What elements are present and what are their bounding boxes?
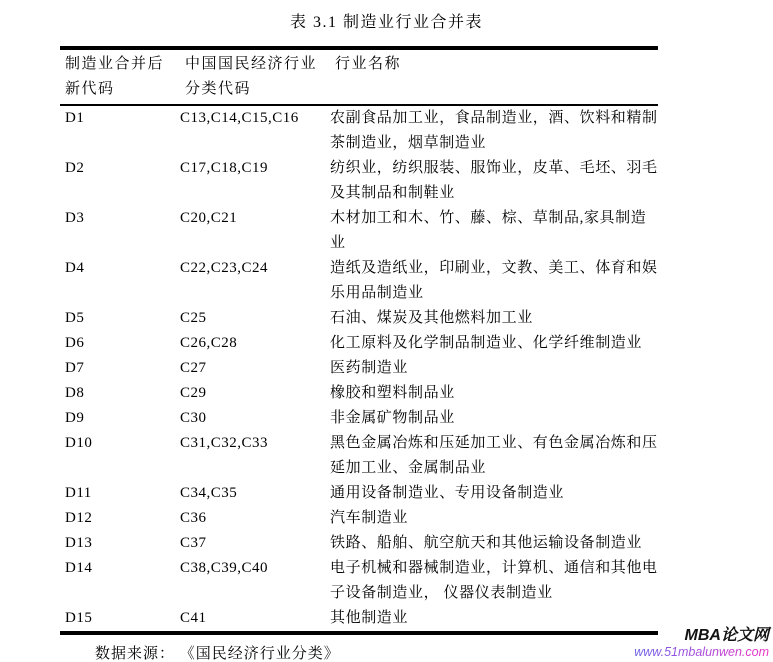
- row-class-codes: C22,C23,C24: [180, 260, 269, 276]
- table-row: [60, 106, 658, 156]
- row-merged-code: D8: [65, 385, 85, 401]
- table-row: [60, 506, 658, 531]
- row-industry-name: 汽车制造业: [330, 510, 409, 526]
- table-caption: 表 3.1 制造业行业合并表: [289, 14, 483, 31]
- row-class-codes: C25: [180, 310, 207, 326]
- row-class-codes: C36: [180, 510, 207, 526]
- row-class-codes: C38,C39,C40: [180, 560, 269, 576]
- industry-merge-table: [60, 46, 658, 635]
- table-row: [60, 381, 658, 406]
- header-class-code: [180, 52, 330, 102]
- row-industry-name: 非金属矿物制品业: [330, 410, 455, 426]
- row-industry-name: 造纸及造纸业，印刷业，文教、美工、体育和娱乐用品制造业: [330, 260, 658, 301]
- row-class-codes: C13,C14,C15,C16: [180, 110, 299, 126]
- header-new-code-line1: 制造业合并后: [65, 56, 165, 72]
- row-merged-code: D9: [65, 410, 85, 426]
- row-industry-name: 医药制造业: [330, 360, 409, 376]
- table-row: [60, 331, 658, 356]
- row-industry-name: 通用设备制造业、专用设备制造业: [330, 485, 565, 501]
- row-merged-code: D13: [65, 535, 93, 551]
- row-class-codes: C37: [180, 535, 207, 551]
- table-row: [60, 206, 658, 256]
- row-merged-code: D4: [65, 260, 85, 276]
- row-industry-name: 橡胶和塑料制品业: [330, 385, 455, 401]
- row-class-codes: C26,C28: [180, 335, 238, 351]
- row-class-codes: C30: [180, 410, 207, 426]
- row-industry-name: 电子机械和器械制造业，计算机、通信和其他电子设备制造业， 仪器仪表制造业: [330, 560, 658, 601]
- watermark-brand: MBA论文网: [684, 627, 769, 644]
- row-industry-name: 石油、煤炭及其他燃料加工业: [330, 310, 533, 326]
- row-class-codes: C41: [180, 610, 207, 626]
- row-industry-name: 其他制造业: [330, 610, 409, 626]
- row-merged-code: D15: [65, 610, 93, 626]
- header-class-code-line2: 分类代码: [185, 81, 252, 97]
- table-row: [60, 531, 658, 556]
- table-row: [60, 431, 658, 481]
- table-row: [60, 256, 658, 306]
- table-header-row: [60, 50, 658, 106]
- row-merged-code: D2: [65, 160, 85, 176]
- row-merged-code: D14: [65, 560, 93, 576]
- row-merged-code: D6: [65, 335, 85, 351]
- row-merged-code: D3: [65, 210, 85, 226]
- row-merged-code: D12: [65, 510, 93, 526]
- table-body: [60, 106, 658, 631]
- table-row: [60, 156, 658, 206]
- row-merged-code: D10: [65, 435, 93, 451]
- row-class-codes: C17,C18,C19: [180, 160, 269, 176]
- table-row: [60, 306, 658, 331]
- row-merged-code: D1: [65, 110, 85, 126]
- row-industry-name: 纺织业，纺织服装、服饰业，皮革、毛坯、羽毛及其制品和制鞋业: [330, 160, 658, 201]
- table-row: [60, 606, 658, 631]
- row-class-codes: C27: [180, 360, 207, 376]
- row-class-codes: C20,C21: [180, 210, 238, 226]
- header-industry-name-line1: 行业名称: [335, 56, 402, 72]
- row-merged-code: D7: [65, 360, 85, 376]
- header-new-code-line2: 新代码: [65, 81, 115, 97]
- row-industry-name: 农副食品加工业，食品制造业，酒、饮料和精制茶制造业，烟草制造业: [330, 110, 658, 151]
- row-industry-name: 黑色金属冶炼和压延加工业、有色金属冶炼和压延加工业、金属制品业: [330, 435, 658, 476]
- row-industry-name: 化工原料及化学制品制造业、化学纤维制造业: [330, 335, 643, 351]
- table-row: [60, 481, 658, 506]
- row-merged-code: D5: [65, 310, 85, 326]
- header-industry-name: [330, 52, 658, 102]
- row-industry-name: 铁路、船舶、航空航天和其他运输设备制造业: [330, 535, 643, 551]
- header-class-code-line1: 中国国民经济行业: [185, 56, 318, 72]
- table-row: [60, 356, 658, 381]
- watermark: [634, 626, 769, 659]
- table-row: [60, 406, 658, 431]
- row-class-codes: C29: [180, 385, 207, 401]
- row-class-codes: C34,C35: [180, 485, 238, 501]
- row-class-codes: C31,C32,C33: [180, 435, 269, 451]
- table-row: [60, 556, 658, 606]
- data-source-note: 数据来源： 《国民经济行业分类》: [95, 646, 340, 662]
- watermark-url: www.51mbalunwen.com: [634, 645, 769, 659]
- row-merged-code: D11: [65, 485, 92, 501]
- row-industry-name: 木材加工和木、竹、藤、棕、草制品,家具制造业: [330, 210, 647, 251]
- header-new-code: [60, 52, 180, 102]
